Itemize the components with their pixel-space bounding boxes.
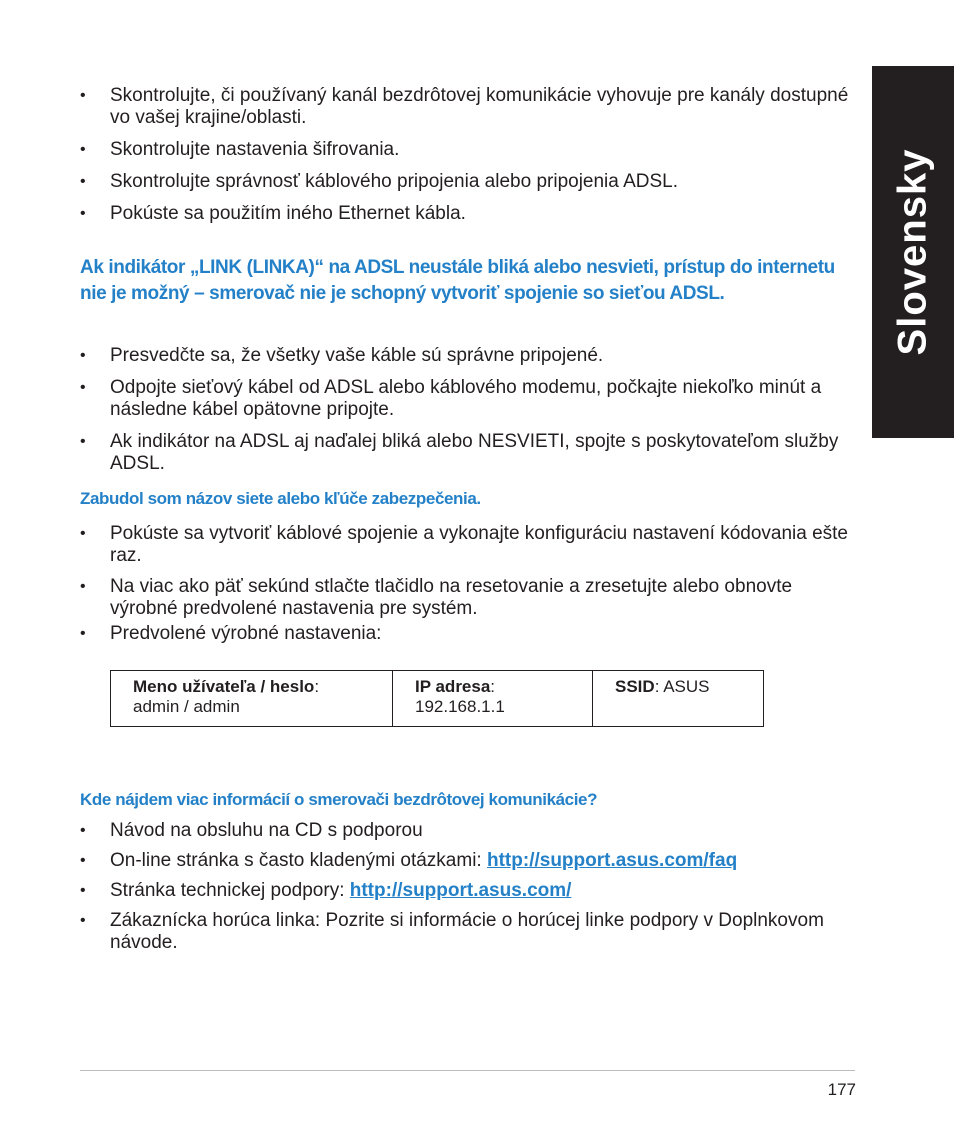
page-number: 177 [827,1080,856,1099]
list-item: • Skontrolujte správnosť káblového pripojenia alebo pripojenia ADSL. [80,171,860,193]
list-item: • Pokúste sa použitím iného Ethernet kábla. [80,203,860,225]
list-item: • Na viac ako päť sekúnd stlačte tlačidlo na resetovanie a zresetujte alebo obnovte výrobné predvolené nastavenia pre systém. [80,576,860,620]
section-heading-link-indicator: Ak indikátor „LINK (LINKA)“ na ADSL neustále bliká alebo nesvieti, prístup do internetu nie je možný – smerovač nie je schopný vytvoriť spojenie so sieťou ADSL. [80,257,835,304]
faq-link[interactable]: http://support.asus.com/faq [487,850,738,871]
checklist-reset [80,523,860,645]
ssid-label: SSID [615,677,655,696]
ip-label: IP adresa [415,677,491,696]
list-item: • Skontrolujte, či používaný kanál bezdrôtovej komunikácie vyhovuje pre kanály dostupné vo vašej krajine/oblasti. [80,85,860,129]
language-side-tab [872,66,954,438]
footer-divider [80,1070,855,1071]
language-tab-label: Slovensky [890,148,935,356]
user-label: Meno užívateľa / heslo [133,677,315,696]
list-item: • On-line stránka s často kladenými otázkami: http://support.asus.com/faq [80,850,860,872]
checklist-wireless [80,85,860,225]
default-ssid-cell: SSID: ASUS [593,671,764,727]
default-ip-cell: IP adresa: 192.168.1.1 [393,671,593,727]
section-heading-forgot-key: Zabudol som názov siete alebo kľúče zabezpečenia. [80,489,481,508]
list-item: • Ak indikátor na ADSL aj naďalej bliká alebo NESVIETI, spojte s poskytovateľom služby ADSL. [80,431,860,475]
list-item: • Skontrolujte nastavenia šifrovania. [80,139,860,161]
ip-value: 192.168.1.1 [415,697,505,716]
list-item: • Stránka technickej podpory: http://support.asus.com/ [80,880,860,902]
support-link[interactable]: http://support.asus.com/ [349,880,572,901]
default-user-cell: Meno užívateľa / heslo: admin / admin [111,671,393,727]
info-sources-list [80,820,860,954]
list-item: • Presvedčte sa, že všetky vaše káble sú správne pripojené. [80,345,860,367]
ssid-value: ASUS [663,677,710,696]
list-item: • Zákaznícka horúca linka: Pozrite si informácie o horúcej linke podpory v Doplnkovom návode. [80,910,860,954]
default-settings-table [110,670,764,727]
list-item: • Predvolené výrobné nastavenia: [80,623,860,645]
list-item: • Odpojte sieťový kábel od ADSL alebo káblového modemu, počkajte niekoľko minút a následne kábel opätovne pripojte. [80,377,860,421]
section-heading-more-info: Kde nájdem viac informácií o smerovači bezdrôtovej komunikácie? [80,790,598,809]
list-item: • Pokúste sa vytvoriť káblové spojenie a vykonajte konfiguráciu nastavení kódovania ešte raz. [80,523,860,567]
checklist-adsl [80,345,860,475]
list-item: • Návod na obsluhu na CD s podporou [80,820,860,842]
user-value: admin / admin [133,697,240,716]
